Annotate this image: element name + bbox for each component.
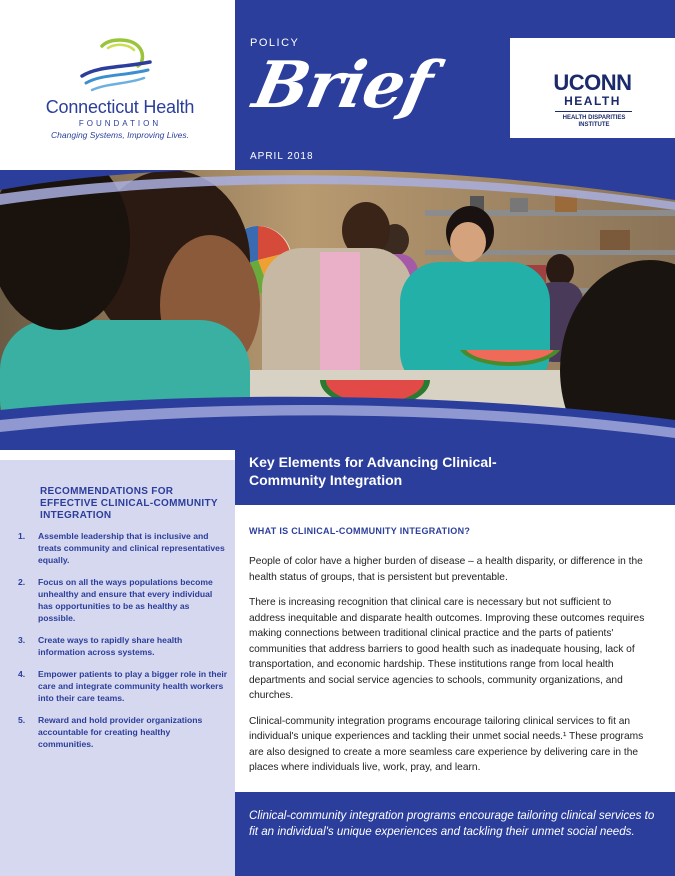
recommendations-sidebar: [0, 460, 235, 876]
main-content: [249, 526, 649, 786]
foundation-tagline: Changing Systems, Improving Lives.: [51, 130, 189, 140]
section-heading: Key Elements for Advancing Clinical-Community Integration: [249, 454, 497, 488]
body-paragraph: There is increasing recognition that clinical care is necessary but not sufficient to address inequitable and disparate health outcomes. Improving these outcomes requires making connections between traditional clinical practice and the parts of patients' communities that address barriers to good health such as inadequate housing, lack of transportation, and economic hardship. These institutions range from local health departments and social service agencies to schools, community organizations, and churches.: [249, 597, 645, 701]
list-item: [18, 530, 228, 566]
uconn-logo: [510, 38, 675, 138]
uconn-divider: [555, 111, 632, 112]
uconn-health-label: HEALTH: [564, 94, 621, 108]
list-item: [18, 668, 228, 704]
foundation-logo-icon: [80, 38, 152, 94]
list-item: [18, 634, 228, 658]
policy-label: POLICY: [250, 37, 300, 49]
main-question-heading: WHAT IS CLINICAL-COMMUNITY INTEGRATION?: [249, 526, 471, 536]
recommendations-heading: RECOMMENDATIONS FOR EFFECTIVE CLINICAL-COMMUNITY INTEGRATION: [40, 486, 218, 521]
brief-title: Brief: [247, 48, 439, 123]
foundation-subtitle: FOUNDATION: [78, 119, 162, 128]
pull-quote: Clinical-community integration programs encourage tailoring clinical services to fit an individual's unique experiences and tackling their unmet social needs.: [249, 809, 655, 838]
uconn-institute-label: HEALTH DISPARITIES INSTITUTE: [562, 115, 626, 128]
publication-date: APRIL 2018: [250, 151, 314, 162]
item-text: Empower patients to play a bigger role in their care and integrate community health workers into their care teams.: [38, 669, 228, 703]
item-number: 5.: [18, 715, 26, 725]
pull-quote-band: [235, 792, 675, 876]
item-text: Assemble leadership that is inclusive and treats community and clinical representatives equally.: [38, 531, 225, 565]
item-number: 2.: [18, 577, 26, 587]
recommendations-list: [18, 530, 228, 760]
item-number: 3.: [18, 635, 26, 645]
body-paragraph: Clinical-community integration programs encourage tailoring clinical services to fit an individual's unique experiences and tackling their unmet social needs.¹ These programs are also designed to create a more seamless care experience by delivering care in the places where individuals live, work, pray, and learn.: [249, 715, 644, 773]
item-text: Reward and hold provider organizations accountable for creating healthy communities.: [38, 715, 203, 749]
body-paragraph: People of color have a higher burden of disease – a health disparity, or difference in the health status of groups, that is persistent but preventable.: [249, 556, 643, 583]
list-item: [18, 576, 228, 624]
item-number: 4.: [18, 669, 26, 679]
item-text: Focus on all the ways populations become unhealthy and ensure that every individual has opportunities to be as healthy as possible.: [38, 577, 213, 623]
list-item: [18, 714, 228, 750]
item-text: Create ways to rapidly share health information across systems.: [38, 635, 183, 657]
uconn-wordmark: UCONN: [553, 70, 632, 95]
kitchen-photo: [0, 170, 675, 450]
foundation-name: Connecticut Health: [45, 97, 195, 117]
section-heading-band: [235, 440, 675, 505]
item-number: 1.: [18, 531, 26, 541]
